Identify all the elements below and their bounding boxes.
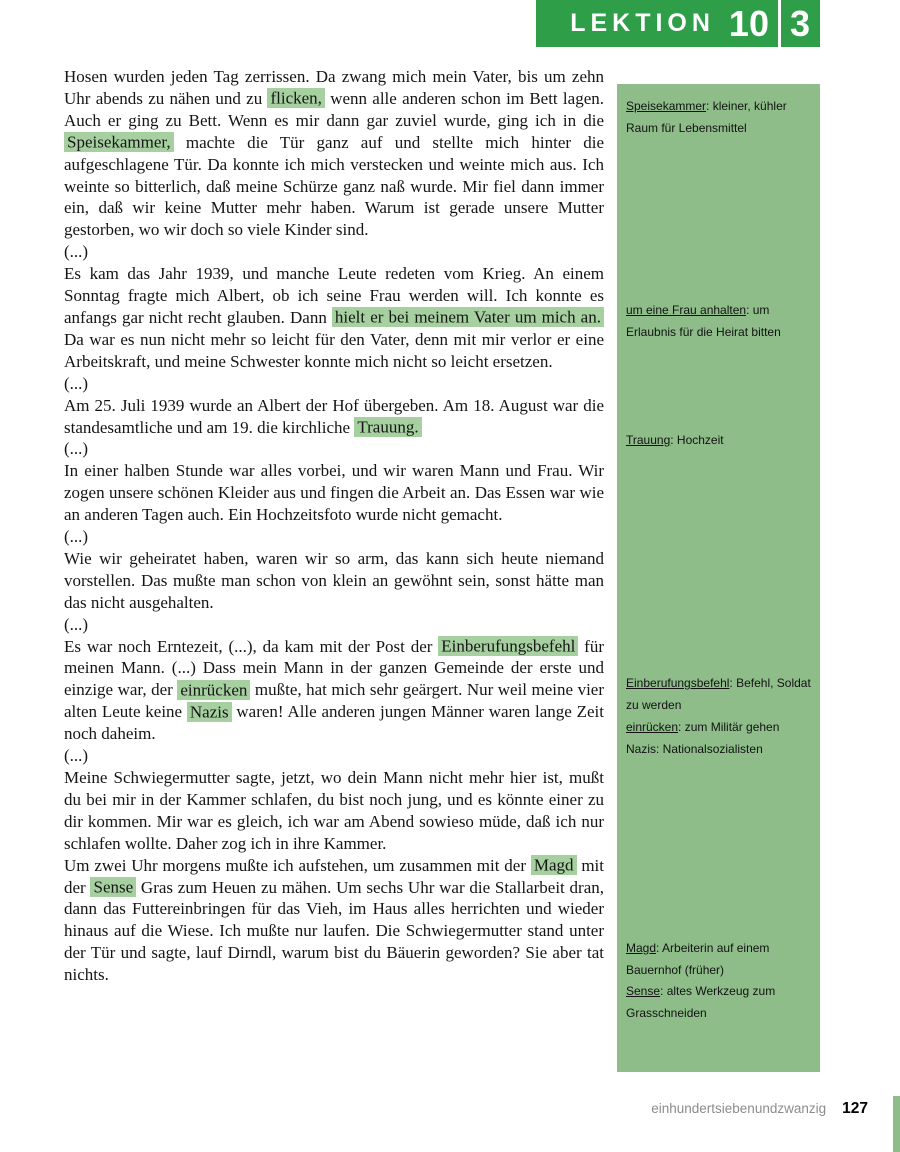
vocab-term: Einberufungsbefehl	[626, 676, 730, 690]
vocab-term: Magd	[626, 941, 657, 955]
vocab-entry	[626, 739, 816, 761]
vocab-entry	[626, 981, 816, 1024]
page-footer	[651, 1100, 868, 1118]
text-run: Es war noch Erntezeit, (...), da kam mit der Post der	[64, 636, 439, 656]
lektion-label: LEKTION	[570, 9, 715, 37]
vocab-term: einrücken	[626, 720, 679, 734]
paragraph	[64, 263, 604, 373]
vocab-entry	[626, 717, 816, 739]
page-number: 127	[842, 1100, 868, 1117]
lektion-divider	[778, 0, 781, 47]
highlighted-term: hielt er bei meinem Vater um mich an.	[332, 307, 604, 327]
main-text	[64, 66, 604, 986]
text-run: machte die Tür ganz auf und stellte mich hinter die aufgeschlagene Tür. Da konnte ich mich verstecken und weinte mich aus. Ich weinte so bitterlich, daß meine Schürze ganz naß wurde. Mir fiel dann immer ein, daß wir keine Mutter mehr haben. Warum ist gerade unsere Mutter gestorben, wo wir doch so viele Kinder sind.	[64, 132, 604, 240]
paragraph	[64, 548, 604, 614]
text-run: Wie wir geheiratet haben, waren wir so arm, das kann sich heute niemand vorstellen. Das mußte man schon von klein an gewöhnt sein, sonst hätte man das nicht ausgehalten.	[64, 548, 604, 612]
text-run: mit der	[64, 855, 604, 897]
vocab-definition: : Nationalsozialisten	[656, 742, 763, 756]
ellipsis-line	[64, 438, 604, 460]
vocab-definition: : Hochzeit	[670, 433, 724, 447]
vocab-definition: : altes Werkzeug zum Grasschneiden	[626, 984, 776, 1020]
lektion-banner	[536, 0, 820, 47]
lektion-subnumber: 3	[789, 2, 810, 44]
text-run: für meinen Mann. (...) Dass mein Mann in der ganzen Gemeinde der erste und einzige war, der	[64, 636, 604, 700]
paragraph	[64, 395, 604, 439]
vocab-definition: : Arbeiterin auf einem Bauernhof (früher)	[626, 941, 770, 977]
vocab-entry	[626, 430, 816, 452]
highlighted-term: Trauung.	[354, 417, 421, 437]
vocab-term: Nazis	[626, 742, 657, 756]
text-run: Um zwei Uhr morgens mußte ich aufstehen, um zusammen mit der	[64, 855, 531, 875]
text-run: waren! Alle anderen jungen Männer waren lange Zeit noch daheim.	[64, 702, 604, 744]
vocab-term: Sense	[626, 984, 661, 998]
text-run: In einer halben Stunde war alles vorbei, und wir waren Mann und Frau. Wir zogen unsere schönen Kleider aus und fingen die Arbeit an. Das Essen war wie an anderen Tagen auch. Ein Hochzeitsfoto wurde nicht gemacht.	[64, 461, 604, 525]
highlighted-term: Sense	[90, 877, 136, 897]
highlighted-term: flicken,	[267, 88, 324, 108]
paragraph	[64, 460, 604, 526]
sidebar	[617, 84, 820, 1072]
text-run: Es kam das Jahr 1939, und manche Leute redeten vom Krieg. An einem Sonntag fragte mich Albert, ob ich seine Frau werden will. Ich konnte es anfangs gar nicht recht glauben. Dann	[64, 264, 604, 327]
text-run: Gras zum Heuen zu mähen. Um sechs Uhr war die Stallarbeit dran, dann das Futtereinbringen für das Vieh, im Haus alles herrichten und wieder hinaus auf die Wiese. Ich mußte nur laufen. Die Schwiegermutter stand unter der Tür und sagte, lauf Dirndl, warum bist du Bäuerin geworden? Sie aber tat nichts.	[64, 877, 604, 985]
text-run: wenn alle anderen schon im Bett lagen. Auch er ging zu Bett. Wenn es mir dann gar zuviel wurde, ging ich in die	[64, 88, 604, 130]
vocab-term: Speisekammer	[626, 99, 707, 113]
vocab-definition: : Befehl, Soldat zu werden	[626, 676, 811, 712]
text-run: (...)	[64, 746, 89, 766]
text-run: (...)	[64, 373, 89, 393]
highlighted-term: einrücken	[177, 680, 250, 700]
ellipsis-line	[64, 241, 604, 263]
lektion-number: 10	[728, 2, 769, 44]
ellipsis-line	[64, 526, 604, 548]
text-run: Da war es nun nicht mehr so leicht für den Vater, denn mit mir verlor er eine Arbeitskraft, und meine Schwester konnte mich nicht so leicht ersetzen.	[64, 329, 604, 371]
page-edge-marker	[893, 1096, 900, 1152]
text-run: (...)	[64, 439, 89, 459]
vocab-definition: : um Erlaubnis für die Heirat bitten	[626, 303, 781, 339]
page-number-word: einhundertsiebenundzwanzig	[651, 1101, 827, 1116]
text-run: mußte, hat mich sehr geärgert. Nur weil meine vier alten Leute keine	[64, 680, 604, 722]
paragraph	[64, 636, 604, 746]
text-run: Am 25. Juli 1939 wurde an Albert der Hof übergeben. Am 18. August war die standesamtliche und am 19. die kirchliche	[64, 395, 604, 437]
text-run: (...)	[64, 242, 89, 262]
text-run: (...)	[64, 614, 89, 634]
paragraph	[64, 767, 604, 855]
highlighted-term: Speisekammer,	[64, 132, 174, 152]
vocab-term: um eine Frau anhalten	[626, 303, 747, 317]
highlighted-term: Magd	[531, 855, 577, 875]
text-run: (...)	[64, 527, 89, 547]
ellipsis-line	[64, 745, 604, 767]
vocab-entry	[626, 96, 816, 139]
vocab-term: Trauung	[626, 433, 671, 447]
paragraph	[64, 66, 604, 241]
vocab-entry	[626, 938, 816, 981]
highlighted-term: Einberufungsbefehl	[438, 636, 578, 656]
vocab-definition: : zum Militär gehen	[678, 720, 780, 734]
vocab-definition: : kleiner, kühler Raum für Lebensmittel	[626, 99, 787, 135]
vocab-entry	[626, 300, 816, 343]
highlighted-term: Nazis	[187, 702, 232, 722]
ellipsis-line	[64, 373, 604, 395]
text-run: Hosen wurden jeden Tag zerrissen. Da zwang mich mein Vater, bis um zehn Uhr abends zu nähen und zu	[64, 67, 604, 108]
paragraph	[64, 855, 604, 986]
ellipsis-line	[64, 614, 604, 636]
text-run: Meine Schwiegermutter sagte, jetzt, wo dein Mann nicht mehr hier ist, mußt du bei mir in der Kammer schlafen, du bist noch jung, und es könnte einer zu dir kommen. Mir war es gleich, ich war am Abend sowieso müde, daß ich nur schlafen wollte. Daher zog ich in ihre Kammer.	[64, 768, 604, 853]
vocab-entry	[626, 673, 816, 716]
